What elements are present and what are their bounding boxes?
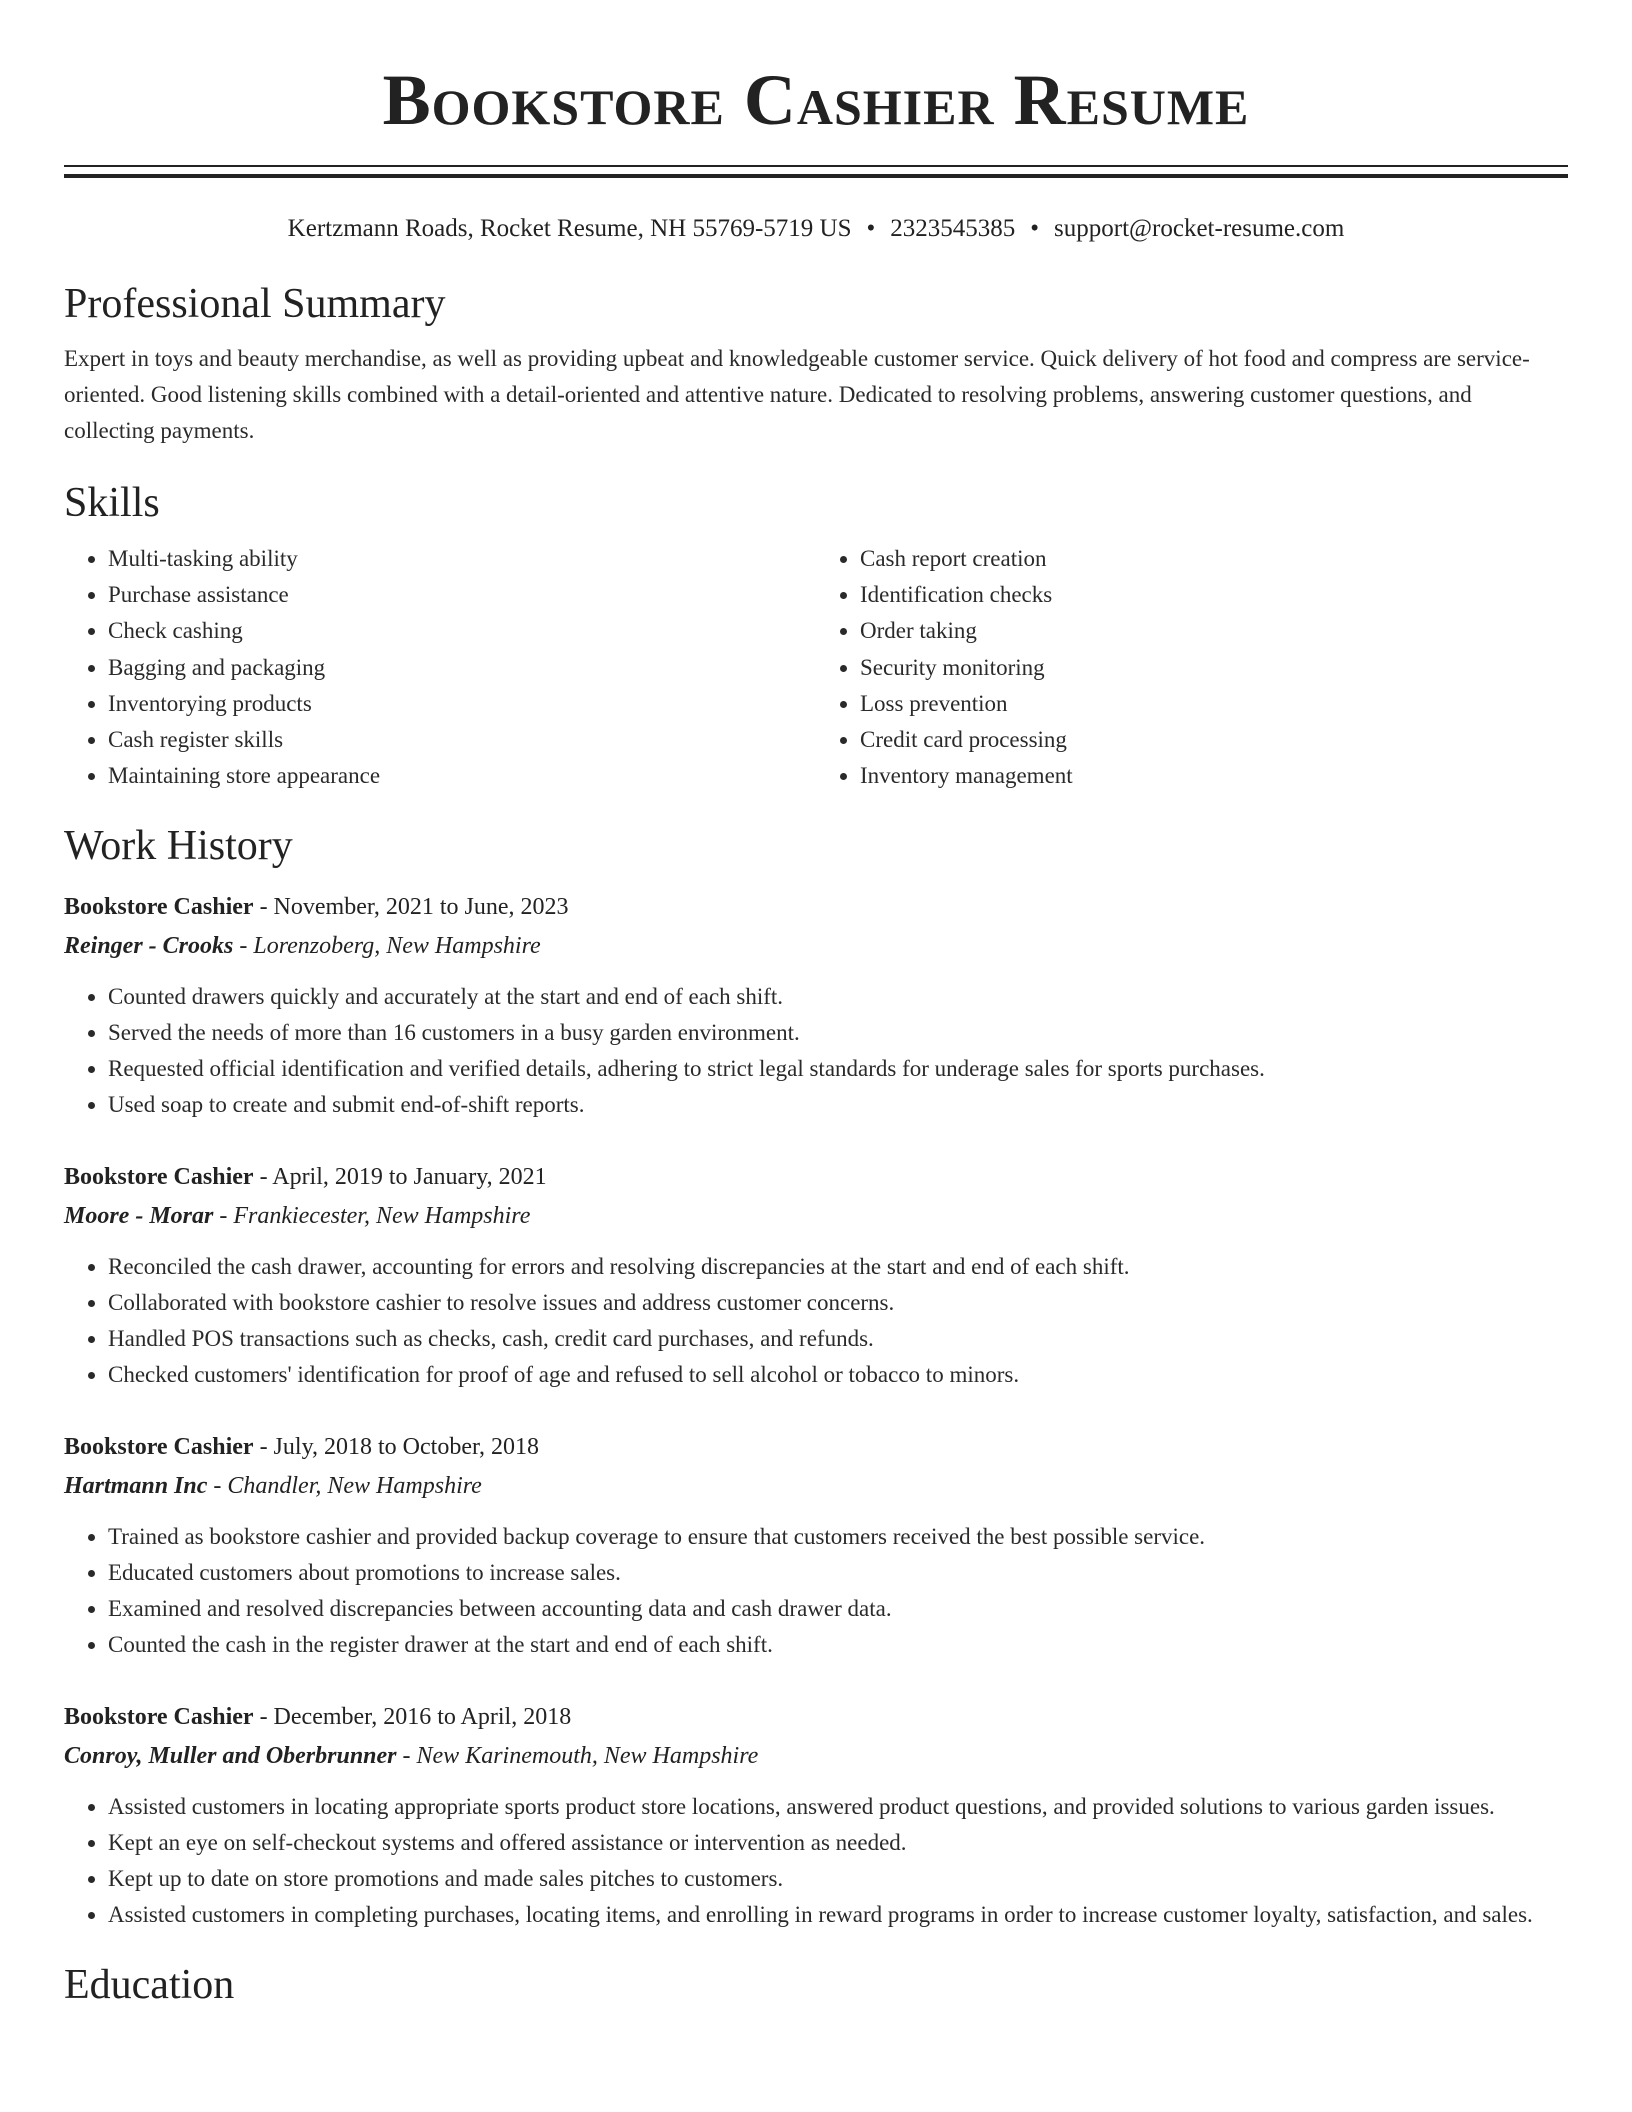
job-bullet: • Requested official identification and verified details, adhering to strict legal standards for underage sales for sports purchases. bbox=[108, 1051, 1568, 1087]
job-title: Bookstore Cashier bbox=[64, 1164, 254, 1191]
company-line bbox=[64, 1739, 1568, 1773]
company-location: - New Karinemouth, New Hampshire bbox=[396, 1743, 759, 1770]
summary-heading: Professional Summary bbox=[64, 281, 446, 327]
job-bullet: • Educated customers about promotions to increase sales. bbox=[108, 1555, 1568, 1591]
skill-item: • Cash register skills bbox=[108, 722, 816, 758]
contact-separator: • bbox=[1030, 215, 1040, 242]
company-location: - Chandler, New Hampshire bbox=[207, 1473, 482, 1500]
job-bullet: • Reconciled the cash drawer, accounting for errors and resolving discrepancies at the start and end of each shift. bbox=[108, 1249, 1568, 1285]
skill-item: • Inventorying products bbox=[108, 686, 816, 722]
summary-text: Expert in toys and beauty merchandise, as well as providing upbeat and knowledgeable customer service. Quick delivery of hot food and compress are service-oriented. Good listening skills combined with a detail-oriented and attentive nature. Dedicated to resolving problems, answering customer questions, and collecting payments. bbox=[64, 346, 1530, 443]
job-title-line bbox=[64, 1160, 1568, 1194]
job-dates: - November, 2021 to June, 2023 bbox=[253, 894, 569, 921]
company-line bbox=[64, 1199, 1568, 1233]
job-title-line bbox=[64, 1430, 1568, 1464]
job-bullet: • Counted the cash in the register drawer at the start and end of each shift. bbox=[108, 1627, 1568, 1663]
job-title: Bookstore Cashier bbox=[64, 1704, 254, 1731]
job-dates: - December, 2016 to April, 2018 bbox=[253, 1704, 572, 1731]
job-bullet: • Checked customers' identification for proof of age and refused to sell alcohol or tobacco to minors. bbox=[108, 1357, 1568, 1393]
skills-list bbox=[64, 541, 1568, 794]
job-bullet: • Assisted customers in completing purchases, locating items, and enrolling in reward programs in order to increase customer loyalty, satisfaction, and sales. bbox=[108, 1897, 1568, 1933]
skill-item: • Bagging and packaging bbox=[108, 650, 816, 686]
job-bullet: • Counted drawers quickly and accurately at the start and end of each shift. bbox=[108, 979, 1568, 1015]
job-entry bbox=[64, 1160, 1568, 1393]
title-rule-top bbox=[64, 165, 1568, 167]
job-title-line bbox=[64, 890, 1568, 924]
skills-column-left bbox=[64, 541, 816, 794]
skill-item: • Maintaining store appearance bbox=[108, 758, 816, 794]
job-bullet: • Served the needs of more than 16 customers in a busy garden environment. bbox=[108, 1015, 1568, 1051]
company-location: - Lorenzoberg, New Hampshire bbox=[233, 933, 541, 960]
contact-email: support@rocket-resume.com bbox=[1054, 215, 1345, 242]
job-bullets bbox=[64, 1789, 1568, 1933]
job-bullet: • Trained as bookstore cashier and provided backup coverage to ensure that customers received the best possible service. bbox=[108, 1519, 1568, 1555]
skills-column-right bbox=[816, 541, 1568, 794]
job-bullets bbox=[64, 1519, 1568, 1663]
company-name: Hartmann Inc bbox=[64, 1473, 208, 1500]
job-bullet: • Kept an eye on self-checkout systems and offered assistance or intervention as needed. bbox=[108, 1825, 1568, 1861]
skill-item: • Cash report creation bbox=[860, 541, 1568, 577]
skill-item: • Identification checks bbox=[860, 577, 1568, 613]
skill-item: • Credit card processing bbox=[860, 722, 1568, 758]
title-rule-bottom bbox=[64, 174, 1568, 178]
job-bullet: • Assisted customers in locating appropriate sports product store locations, answered product questions, and provided solutions to various garden issues. bbox=[108, 1789, 1568, 1825]
skill-item: • Security monitoring bbox=[860, 650, 1568, 686]
skill-item: • Purchase assistance bbox=[108, 577, 816, 613]
skill-item: • Loss prevention bbox=[860, 686, 1568, 722]
education-heading: Education bbox=[64, 1962, 235, 2009]
job-entry bbox=[64, 1430, 1568, 1663]
company-name: Reinger - Crooks bbox=[64, 933, 234, 960]
skill-item: • Check cashing bbox=[108, 613, 816, 649]
company-name: Conroy, Muller and Oberbrunner bbox=[64, 1743, 397, 1770]
job-bullets bbox=[64, 1249, 1568, 1393]
skill-item: • Order taking bbox=[860, 613, 1568, 649]
company-line bbox=[64, 929, 1568, 963]
contact-line bbox=[64, 212, 1568, 246]
job-bullet: • Kept up to date on store promotions and made sales pitches to customers. bbox=[108, 1861, 1568, 1897]
work-history-list bbox=[64, 890, 1568, 1933]
company-line bbox=[64, 1469, 1568, 1503]
company-name: Moore - Morar bbox=[64, 1203, 214, 1230]
contact-address: Kertzmann Roads, Rocket Resume, NH 55769-5719 US bbox=[287, 215, 852, 242]
job-title: Bookstore Cashier bbox=[64, 1434, 254, 1461]
contact-separator: • bbox=[866, 215, 876, 242]
job-entry bbox=[64, 890, 1568, 1123]
skill-item: • Multi-tasking ability bbox=[108, 541, 816, 577]
job-entry bbox=[64, 1700, 1568, 1933]
job-bullet: • Examined and resolved discrepancies between accounting data and cash drawer data. bbox=[108, 1591, 1568, 1627]
resume-title: Bookstore Cashier Resume bbox=[382, 60, 1250, 140]
job-bullets bbox=[64, 979, 1568, 1123]
job-bullet: • Handled POS transactions such as checks, cash, credit card purchases, and refunds. bbox=[108, 1321, 1568, 1357]
job-dates: - April, 2019 to January, 2021 bbox=[253, 1164, 547, 1191]
job-title: Bookstore Cashier bbox=[64, 894, 254, 921]
job-bullet: • Used soap to create and submit end-of-shift reports. bbox=[108, 1087, 1568, 1123]
job-dates: - July, 2018 to October, 2018 bbox=[253, 1434, 540, 1461]
job-bullet: • Collaborated with bookstore cashier to resolve issues and address customer concerns. bbox=[108, 1285, 1568, 1321]
skills-heading: Skills bbox=[64, 480, 160, 526]
skill-item: • Inventory management bbox=[860, 758, 1568, 794]
work-history-heading: Work History bbox=[64, 823, 293, 870]
company-location: - Frankiecester, New Hampshire bbox=[213, 1203, 531, 1230]
contact-phone: 2323545385 bbox=[890, 215, 1016, 242]
job-title-line bbox=[64, 1700, 1568, 1734]
